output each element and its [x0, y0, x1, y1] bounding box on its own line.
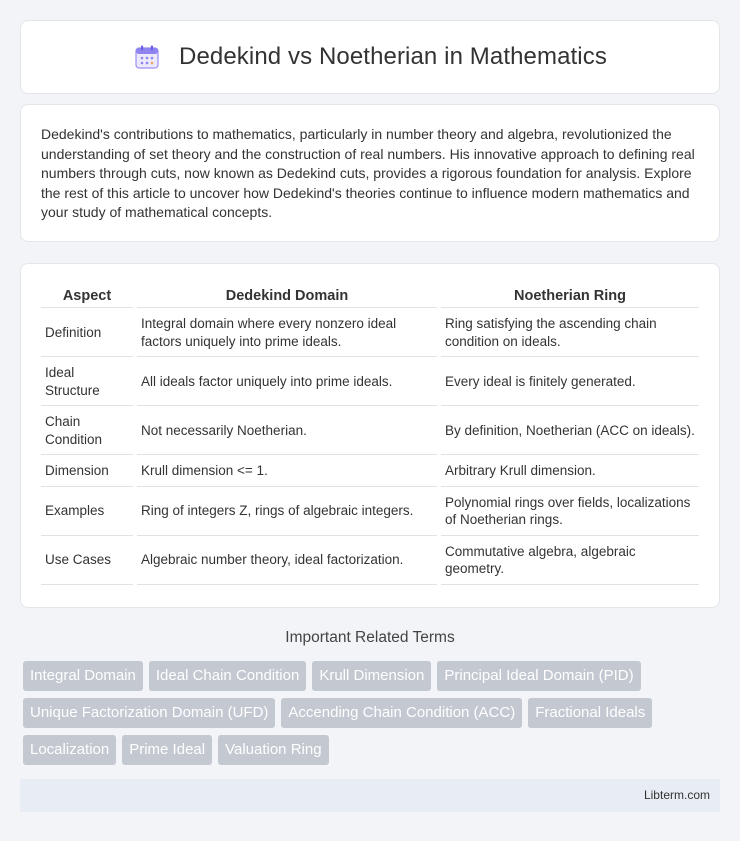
table-row [41, 536, 699, 585]
cell-dedekind: All ideals factor uniquely into prime ideals. [137, 357, 437, 406]
table-row [41, 455, 699, 487]
calendar-icon [133, 43, 161, 71]
tag-principal-ideal-domain[interactable]: Principal Ideal Domain (PID) [437, 661, 640, 691]
tag-ideal-chain-condition[interactable]: Ideal Chain Condition [149, 661, 306, 691]
cell-aspect: Ideal Structure [41, 357, 133, 406]
cell-dedekind: Not necessarily Noetherian. [137, 406, 437, 455]
related-terms-title: Important Related Terms [285, 628, 455, 646]
column-header-aspect: Aspect [41, 284, 133, 308]
cell-aspect: Definition [41, 308, 133, 357]
tag-krull-dimension[interactable]: Krull Dimension [312, 661, 431, 691]
cell-noetherian: Ring satisfying the ascending chain condition on ideals. [441, 308, 699, 357]
intro-text: Dedekind's contributions to mathematics, particularly in number theory and algebra, revolutionized the understanding of set theory and the construction of real numbers. His innovative approach to defining real numbers through cuts, now known as Dedekind cuts, provides a rigorous foundation for analysis. Explore the rest of this article to uncover how Dedekind's theories continue to influence modern mathematics and your study of mathematical concepts. [41, 126, 695, 220]
cell-dedekind: Integral domain where every nonzero ideal factors uniquely into prime ideals. [137, 308, 437, 357]
cell-noetherian: Polynomial rings over fields, localizations of Noetherian rings. [441, 487, 699, 536]
table-row [41, 357, 699, 406]
table-row [41, 406, 699, 455]
tag-prime-ideal[interactable]: Prime Ideal [122, 735, 212, 765]
tag-accending-chain-condition[interactable]: Accending Chain Condition (ACC) [281, 698, 522, 728]
cell-dedekind: Krull dimension <= 1. [137, 455, 437, 487]
page-title: Dedekind vs Noetherian in Mathematics [179, 43, 607, 70]
tag-unique-factorization-domain[interactable]: Unique Factorization Domain (UFD) [23, 698, 275, 728]
cell-noetherian: Commutative algebra, algebraic geometry. [441, 536, 699, 585]
tag-valuation-ring[interactable]: Valuation Ring [218, 735, 328, 765]
cell-noetherian: Arbitrary Krull dimension. [441, 455, 699, 487]
table-row [41, 308, 699, 357]
tag-fractional-ideals[interactable]: Fractional Ideals [528, 698, 652, 728]
tag-localization[interactable]: Localization [23, 735, 116, 765]
cell-aspect: Dimension [41, 455, 133, 487]
table-row [41, 487, 699, 536]
comparison-table [37, 284, 703, 585]
page-header [20, 20, 720, 94]
footer-site-link[interactable]: Libterm.com [643, 788, 710, 802]
cell-noetherian: Every ideal is finitely generated. [441, 357, 699, 406]
cell-dedekind: Algebraic number theory, ideal factorization. [137, 536, 437, 585]
cell-noetherian: By definition, Noetherian (ACC on ideals). [441, 406, 699, 455]
tag-integral-domain[interactable]: Integral Domain [23, 661, 143, 691]
cell-aspect: Examples [41, 487, 133, 536]
table-header-row [41, 284, 699, 308]
related-terms-list [20, 661, 720, 765]
intro-card [20, 104, 720, 242]
comparison-card [20, 263, 720, 608]
cell-dedekind: Ring of integers Z, rings of algebraic integers. [137, 487, 437, 536]
cell-aspect: Use Cases [41, 536, 133, 585]
footer [20, 779, 720, 812]
column-header-dedekind: Dedekind Domain [137, 284, 437, 308]
cell-aspect: Chain Condition [41, 406, 133, 455]
column-header-noetherian: Noetherian Ring [441, 284, 699, 308]
